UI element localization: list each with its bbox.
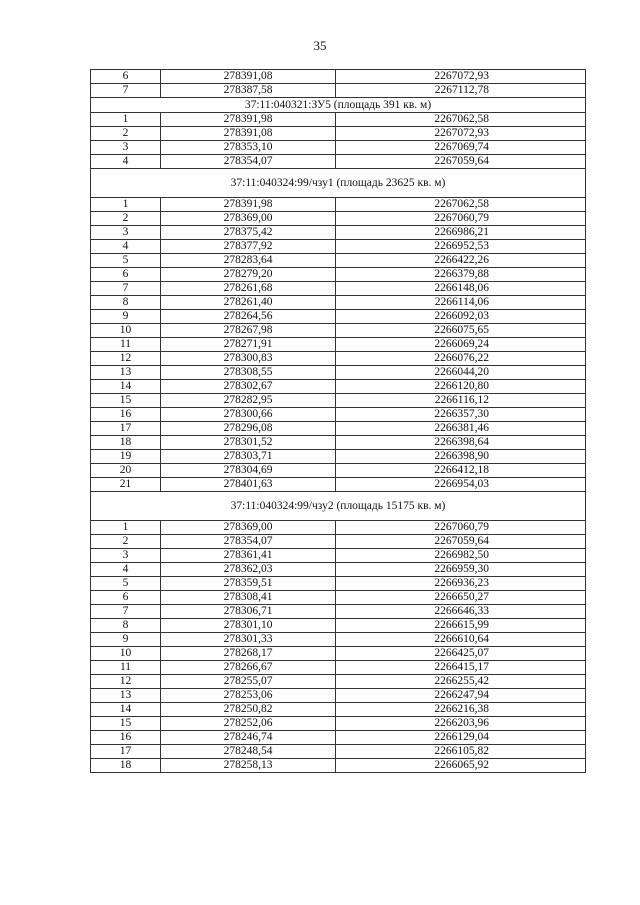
y-coordinate-cell: 2266986,21 (336, 226, 586, 240)
point-number-cell: 16 (91, 408, 161, 422)
table-row (91, 254, 586, 268)
y-coordinate-cell: 2266148,06 (336, 282, 586, 296)
x-coordinate-cell: 278253,06 (161, 689, 336, 703)
point-number-cell: 6 (91, 268, 161, 282)
table-row (91, 408, 586, 422)
point-number-cell: 5 (91, 577, 161, 591)
x-coordinate-cell: 278387,58 (161, 84, 336, 98)
table-row (91, 591, 586, 605)
point-number-cell: 7 (91, 282, 161, 296)
y-coordinate-cell: 2266203,96 (336, 717, 586, 731)
table-row (91, 450, 586, 464)
x-coordinate-cell: 278303,71 (161, 450, 336, 464)
table-row (91, 212, 586, 226)
x-coordinate-cell: 278369,00 (161, 212, 336, 226)
point-number-cell: 1 (91, 198, 161, 212)
table-row (91, 127, 586, 141)
page-number: 35 (313, 38, 327, 53)
y-coordinate-cell: 2267069,74 (336, 141, 586, 155)
point-number-cell: 3 (91, 141, 161, 155)
table-row (91, 478, 586, 492)
x-coordinate-cell: 278391,98 (161, 198, 336, 212)
y-coordinate-cell: 2266936,23 (336, 577, 586, 591)
x-coordinate-cell: 278267,98 (161, 324, 336, 338)
point-number-cell: 12 (91, 675, 161, 689)
point-number-cell: 18 (91, 436, 161, 450)
point-number-cell: 14 (91, 380, 161, 394)
table-row (91, 324, 586, 338)
y-coordinate-cell: 2266982,50 (336, 549, 586, 563)
table-row (91, 141, 586, 155)
x-coordinate-cell: 278391,08 (161, 70, 336, 84)
x-coordinate-cell: 278261,68 (161, 282, 336, 296)
table-row (91, 366, 586, 380)
x-coordinate-cell: 278264,56 (161, 310, 336, 324)
table-row (91, 84, 586, 98)
y-coordinate-cell: 2266615,99 (336, 619, 586, 633)
coordinates-table (90, 69, 586, 773)
x-coordinate-cell: 278391,08 (161, 127, 336, 141)
point-number-cell: 7 (91, 605, 161, 619)
table-row (91, 535, 586, 549)
table-row (91, 282, 586, 296)
x-coordinate-cell: 278266,67 (161, 661, 336, 675)
y-coordinate-cell: 2266425,07 (336, 647, 586, 661)
x-coordinate-cell: 278401,63 (161, 478, 336, 492)
y-coordinate-cell: 2266114,06 (336, 296, 586, 310)
table-row (91, 464, 586, 478)
y-coordinate-cell: 2267062,58 (336, 198, 586, 212)
table-row (91, 521, 586, 535)
table-row (91, 436, 586, 450)
point-number-cell: 21 (91, 478, 161, 492)
point-number-cell: 15 (91, 394, 161, 408)
point-number-cell: 8 (91, 296, 161, 310)
y-coordinate-cell: 2267059,64 (336, 155, 586, 169)
y-coordinate-cell: 2266216,38 (336, 703, 586, 717)
point-number-cell: 2 (91, 212, 161, 226)
table-row (91, 759, 586, 773)
y-coordinate-cell: 2266255,42 (336, 675, 586, 689)
point-number-cell: 4 (91, 240, 161, 254)
y-coordinate-cell: 2266116,12 (336, 394, 586, 408)
x-coordinate-cell: 278283,64 (161, 254, 336, 268)
x-coordinate-cell: 278279,20 (161, 268, 336, 282)
table-row (91, 240, 586, 254)
point-number-cell: 3 (91, 549, 161, 563)
y-coordinate-cell: 2267059,64 (336, 535, 586, 549)
point-number-cell: 2 (91, 127, 161, 141)
x-coordinate-cell: 278301,52 (161, 436, 336, 450)
point-number-cell: 15 (91, 717, 161, 731)
y-coordinate-cell: 2266357,30 (336, 408, 586, 422)
y-coordinate-cell: 2266650,27 (336, 591, 586, 605)
y-coordinate-cell: 2266065,92 (336, 759, 586, 773)
point-number-cell: 10 (91, 647, 161, 661)
x-coordinate-cell: 278250,82 (161, 703, 336, 717)
x-coordinate-cell: 278306,71 (161, 605, 336, 619)
x-coordinate-cell: 278354,07 (161, 535, 336, 549)
table-row (91, 198, 586, 212)
section-header-row (91, 98, 586, 113)
table-row (91, 703, 586, 717)
point-number-cell: 20 (91, 464, 161, 478)
table-row (91, 563, 586, 577)
y-coordinate-cell: 2266247,94 (336, 689, 586, 703)
point-number-cell: 11 (91, 338, 161, 352)
x-coordinate-cell: 278301,10 (161, 619, 336, 633)
point-number-cell: 7 (91, 84, 161, 98)
x-coordinate-cell: 278369,00 (161, 521, 336, 535)
y-coordinate-cell: 2266381,46 (336, 422, 586, 436)
x-coordinate-cell: 278248,54 (161, 745, 336, 759)
table-row (91, 155, 586, 169)
y-coordinate-cell: 2266129,04 (336, 731, 586, 745)
point-number-cell: 9 (91, 310, 161, 324)
y-coordinate-cell: 2266952,53 (336, 240, 586, 254)
table-row (91, 675, 586, 689)
table-row (91, 394, 586, 408)
section-title: 37:11:040324:99/чзу1 (площадь 23625 кв. м) (91, 169, 586, 198)
table-row (91, 731, 586, 745)
table-row (91, 549, 586, 563)
point-number-cell: 12 (91, 352, 161, 366)
y-coordinate-cell: 2266610,64 (336, 633, 586, 647)
x-coordinate-cell: 278246,74 (161, 731, 336, 745)
x-coordinate-cell: 278308,55 (161, 366, 336, 380)
table-row (91, 605, 586, 619)
x-coordinate-cell: 278362,03 (161, 563, 336, 577)
x-coordinate-cell: 278353,10 (161, 141, 336, 155)
y-coordinate-cell: 2267060,79 (336, 212, 586, 226)
table-row (91, 338, 586, 352)
y-coordinate-cell: 2266092,03 (336, 310, 586, 324)
x-coordinate-cell: 278300,66 (161, 408, 336, 422)
coordinates-table-body (91, 70, 586, 773)
section-title: 37:11:040321:ЗУ5 (площадь 391 кв. м) (91, 98, 586, 113)
x-coordinate-cell: 278300,83 (161, 352, 336, 366)
table-row (91, 226, 586, 240)
y-coordinate-cell: 2266646,33 (336, 605, 586, 619)
table-row (91, 113, 586, 127)
point-number-cell: 3 (91, 226, 161, 240)
y-coordinate-cell: 2266076,22 (336, 352, 586, 366)
point-number-cell: 1 (91, 113, 161, 127)
x-coordinate-cell: 278282,95 (161, 394, 336, 408)
point-number-cell: 10 (91, 324, 161, 338)
point-number-cell: 5 (91, 254, 161, 268)
table-row (91, 633, 586, 647)
table-row (91, 745, 586, 759)
x-coordinate-cell: 278268,17 (161, 647, 336, 661)
point-number-cell: 4 (91, 563, 161, 577)
x-coordinate-cell: 278261,40 (161, 296, 336, 310)
x-coordinate-cell: 278258,13 (161, 759, 336, 773)
y-coordinate-cell: 2266105,82 (336, 745, 586, 759)
table-row (91, 380, 586, 394)
point-number-cell: 17 (91, 422, 161, 436)
point-number-cell: 6 (91, 70, 161, 84)
x-coordinate-cell: 278375,42 (161, 226, 336, 240)
table-row (91, 268, 586, 282)
x-coordinate-cell: 278296,08 (161, 422, 336, 436)
x-coordinate-cell: 278304,69 (161, 464, 336, 478)
x-coordinate-cell: 278391,98 (161, 113, 336, 127)
point-number-cell: 18 (91, 759, 161, 773)
x-coordinate-cell: 278308,41 (161, 591, 336, 605)
y-coordinate-cell: 2266422,26 (336, 254, 586, 268)
y-coordinate-cell: 2266959,30 (336, 563, 586, 577)
point-number-cell: 16 (91, 731, 161, 745)
y-coordinate-cell: 2266398,90 (336, 450, 586, 464)
x-coordinate-cell: 278302,67 (161, 380, 336, 394)
point-number-cell: 8 (91, 619, 161, 633)
y-coordinate-cell: 2266412,18 (336, 464, 586, 478)
y-coordinate-cell: 2266120,80 (336, 380, 586, 394)
x-coordinate-cell: 278377,92 (161, 240, 336, 254)
point-number-cell: 14 (91, 703, 161, 717)
point-number-cell: 11 (91, 661, 161, 675)
point-number-cell: 9 (91, 633, 161, 647)
section-header-row (91, 169, 586, 198)
table-row (91, 661, 586, 675)
y-coordinate-cell: 2267072,93 (336, 70, 586, 84)
x-coordinate-cell: 278301,33 (161, 633, 336, 647)
y-coordinate-cell: 2267062,58 (336, 113, 586, 127)
y-coordinate-cell: 2266075,65 (336, 324, 586, 338)
table-row (91, 689, 586, 703)
y-coordinate-cell: 2267112,78 (336, 84, 586, 98)
table-row (91, 70, 586, 84)
y-coordinate-cell: 2266398,64 (336, 436, 586, 450)
point-number-cell: 6 (91, 591, 161, 605)
point-number-cell: 4 (91, 155, 161, 169)
x-coordinate-cell: 278271,91 (161, 338, 336, 352)
x-coordinate-cell: 278354,07 (161, 155, 336, 169)
point-number-cell: 17 (91, 745, 161, 759)
table-row (91, 647, 586, 661)
y-coordinate-cell: 2266954,03 (336, 478, 586, 492)
y-coordinate-cell: 2266415,17 (336, 661, 586, 675)
y-coordinate-cell: 2267072,93 (336, 127, 586, 141)
x-coordinate-cell: 278252,06 (161, 717, 336, 731)
point-number-cell: 19 (91, 450, 161, 464)
section-header-row (91, 492, 586, 521)
point-number-cell: 13 (91, 366, 161, 380)
point-number-cell: 13 (91, 689, 161, 703)
y-coordinate-cell: 2266044,20 (336, 366, 586, 380)
table-row (91, 352, 586, 366)
x-coordinate-cell: 278359,51 (161, 577, 336, 591)
table-row (91, 296, 586, 310)
table-row (91, 310, 586, 324)
y-coordinate-cell: 2267060,79 (336, 521, 586, 535)
y-coordinate-cell: 2266379,88 (336, 268, 586, 282)
table-row (91, 577, 586, 591)
table-row (91, 422, 586, 436)
point-number-cell: 2 (91, 535, 161, 549)
x-coordinate-cell: 278255,07 (161, 675, 336, 689)
point-number-cell: 1 (91, 521, 161, 535)
y-coordinate-cell: 2266069,24 (336, 338, 586, 352)
table-row (91, 619, 586, 633)
table-row (91, 717, 586, 731)
x-coordinate-cell: 278361,41 (161, 549, 336, 563)
section-title: 37:11:040324:99/чзу2 (площадь 15175 кв. м) (91, 492, 586, 521)
